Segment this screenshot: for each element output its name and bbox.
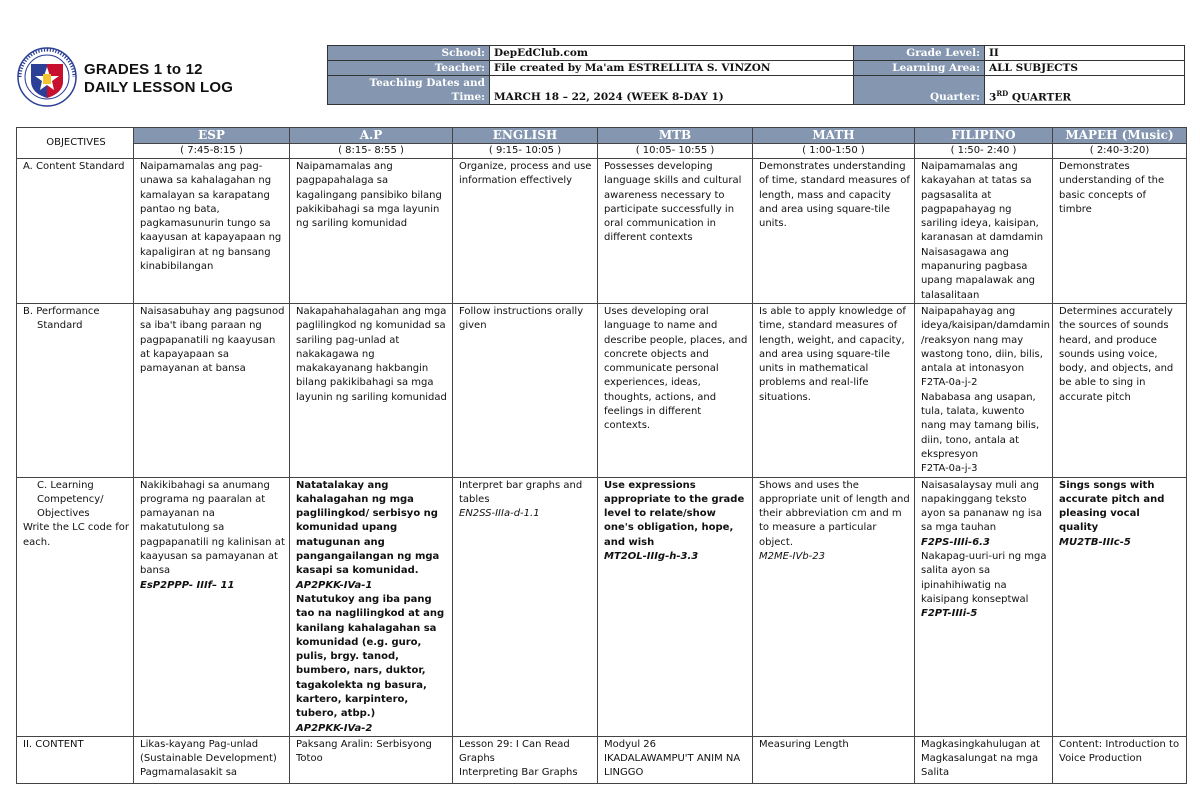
learning-competency-filipino: [915, 477, 1053, 736]
content-mapeh: Content: Introduction to Voice Production: [1053, 736, 1187, 783]
document-title: [84, 61, 233, 97]
title-line-1: GRADES 1 to 12: [84, 61, 203, 78]
content-standard-math: Demonstrates understanding of time, standard measures of length, mass and capacity and area using square-tile units.: [753, 159, 915, 304]
learning-competency-row: [17, 477, 1187, 736]
performance-standard-label-line1: B. Performance: [23, 305, 100, 317]
content-filipino: Magkasingkahulugan at Magkasalungat na mga Salita: [915, 736, 1053, 783]
lc-ap-text-1: Natatalakay ang kahalagahan ng mga paglilingkod/ serbisyo ng komunidad upang matugunan ang pangangailangan ng mga kasapi sa komunidad.: [296, 479, 440, 577]
lc-math-code: M2ME-IVb-23: [759, 551, 826, 563]
time-mtb: ( 10:05- 10:55 ): [598, 144, 753, 159]
learning-competency-label-line3: Objectives: [37, 508, 90, 520]
deped-seal-icon: [17, 47, 77, 107]
teacher-value: File created by Ma'am ESTRELLITA S. VINZON: [490, 61, 854, 76]
subject-header-mtb: MTB: [598, 128, 753, 144]
subject-header-ap: A.P: [290, 128, 453, 144]
learning-competency-esp: [134, 477, 290, 736]
learning-competency-mapeh: [1053, 477, 1187, 736]
content-mtb: Modyul 26 IKADALAWAMPU'T ANIM NA LINGGO: [598, 736, 753, 783]
lc-esp-code: EsP2PPP- IIIf– 11: [140, 579, 235, 591]
teaching-dates-label: [328, 76, 490, 105]
grade-level-label: Grade Level:: [854, 46, 985, 61]
teacher-label: Teacher:: [328, 61, 490, 76]
performance-standard-ap: Nakapahahalagahan ang mga paglilingkod ng komunidad sa sariling pag-unlad at nakakagawa ng makakayanang hakbangin bilang pakikibahagi sa mga layunin ng sariling komunidad: [290, 303, 453, 477]
learning-competency-label-line2: Competency/: [37, 493, 104, 505]
lc-mtb-text: Use expressions appropriate to the grade level to relate/show one's obligation, hope, and wish: [604, 479, 745, 548]
content-row: [17, 736, 1187, 783]
quarter-value: [985, 76, 1185, 105]
learning-competency-note: Write the LC code for each.: [23, 522, 129, 548]
learning-competency-mtb: [598, 477, 753, 736]
learning-competency-label: [17, 477, 134, 736]
learning-area-label: Learning Area:: [854, 61, 985, 76]
performance-standard-esp: Naisasabuhay ang pagsunod sa iba't ibang paraan ng pagpapanatili ng kaayusan at kapayapaan sa pamayanan at bansa: [134, 303, 290, 477]
lc-mtb-code: MT2OL-IIIg-h-3.3: [604, 551, 699, 563]
content-standard-esp: Naipamamalas ang pag-unawa sa kahalagahan ng kamalayan sa karapatang pantao ng bata, pagkamasunurin tungo sa kaayusan at kapayapaan ng kapaligiran at ng bansang kinabibilangan: [134, 159, 290, 304]
header-info-table: [327, 45, 1185, 105]
quarter-suffix: RD: [996, 88, 1009, 98]
time-math: ( 1:00-1:50 ): [753, 144, 915, 159]
time-filipino: ( 1:50- 2:40 ): [915, 144, 1053, 159]
performance-standard-row: [17, 303, 1187, 477]
learning-area-value: ALL SUBJECTS: [985, 61, 1185, 76]
lesson-log-table: [16, 127, 1187, 784]
subject-header-english: ENGLISH: [453, 128, 598, 144]
teaching-dates-label-line1: Teaching Dates and: [369, 77, 485, 89]
teaching-dates-label-line2: Time:: [451, 91, 485, 103]
performance-standard-mtb: Uses developing oral language to name and describe people, places, and concrete objects and communicate personal experiences, ideas, thoughts, actions, and feelings in different contexts.: [598, 303, 753, 477]
content-standard-mtb: Possesses developing language skills and cultural awareness necessary to participate successfully in oral communication in different contexts: [598, 159, 753, 304]
lc-filipino-text-2: Nakapag-uuri-uri ng mga salita ayon sa ipinahihiwatig na kaisipang konseptwal: [921, 551, 1047, 605]
performance-standard-math: Is able to apply knowledge of time, standard measures of length, weight, and capacity, and area using square-tile units in mathematical problems and real-life situations.: [753, 303, 915, 477]
performance-standard-filipino: Naipapahayag ang ideya/kaisipan/damdamin /reaksyon nang may wastong tono, diin, bilis, antala at intonasyon F2TA-0a-j-2 Nababasa ang usapan, tula, talata, kuwento nang may tamang bilis, diin, tono, antala at ekspresyon F2TA-0a-j-3: [915, 303, 1053, 477]
title-line-2: DAILY LESSON LOG: [84, 79, 234, 96]
subject-header-math: MATH: [753, 128, 915, 144]
content-standard-english: Organize, process and use information effectively: [453, 159, 598, 304]
performance-standard-mapeh: Determines accurately the sources of sounds heard, and produce sounds using voice, body, and objects, and be able to sing in accurate pitch: [1053, 303, 1187, 477]
teaching-dates-value: MARCH 18 – 22, 2024 (WEEK 8-DAY 1): [490, 76, 854, 105]
time-esp: ( 7:45-8:15 ): [134, 144, 290, 159]
learning-competency-ap: [290, 477, 453, 736]
learning-competency-math: [753, 477, 915, 736]
subject-header-esp: ESP: [134, 128, 290, 144]
content-standard-filipino: Naipamamalas ang kakayahan at tatas sa pagsasalita at pagpapahayag ng sariling ideya, kaisipan, karanasan at damdamin Naisasagawa ang mapanuring pagbasa upang mapalawak ang talasalitaan: [915, 159, 1053, 304]
content-math: Measuring Length: [753, 736, 915, 783]
lc-mapeh-code: MU2TB-IIIc-5: [1059, 536, 1131, 548]
subject-header-filipino: FILIPINO: [915, 128, 1053, 144]
lc-math-text: Shows and uses the appropriate unit of length and their abbreviation cm and m to measure a particular object.: [759, 479, 910, 548]
performance-standard-english: Follow instructions orally given: [453, 303, 598, 477]
quarter-number: 3: [989, 91, 997, 103]
quarter-label: Quarter:: [854, 76, 985, 105]
learning-competency-english: [453, 477, 598, 736]
lc-esp-text: Nakikibahagi sa anumang programa ng paaralan at pamayanan na makatutulong sa pagpapanatili ng kalinisan at kaayusan sa pamayanan at bansa: [140, 479, 285, 577]
grade-level-value: II: [985, 46, 1185, 61]
lc-ap-text-2: Natutukoy ang iba pang tao na naglilingkod at ang kanilang kahalagahan sa komunidad (e.g. guro, pulis, brgy. tanod, bumbero, nars, duktor, tagakolekta ng basura, kartero, karpintero, tubero, atbp.): [296, 593, 445, 720]
content-standard-label: A. Content Standard: [17, 159, 134, 304]
time-english: ( 9:15- 10:05 ): [453, 144, 598, 159]
learning-competency-label-line1: C. Learning: [37, 479, 94, 491]
quarter-word: QUARTER: [1008, 91, 1072, 103]
subject-header-mapeh: MAPEH (Music): [1053, 128, 1187, 144]
lc-filipino-text-1: Naisasalaysay muli ang napakinggang teksto ayon sa pananaw ng isa sa mga tauhan: [921, 479, 1042, 534]
school-value: DepEdClub.com: [490, 46, 854, 61]
lc-filipino-code-2: F2PT-IIIi-5: [921, 608, 978, 620]
time-mapeh: ( 2:40-3:20): [1053, 144, 1187, 159]
lc-mapeh-text: Sings songs with accurate pitch and pleasing vocal quality: [1059, 479, 1165, 534]
lc-english-code: EN2SS-IIIa-d-1.1: [459, 508, 540, 520]
time-ap: ( 8:15- 8:55 ): [290, 144, 453, 159]
lc-ap-code-1: AP2PKK-IVa-1: [296, 579, 373, 591]
content-standard-row: [17, 159, 1187, 304]
lc-filipino-code-1: F2PS-IIIi-6.3: [921, 536, 990, 548]
lc-english-text: Interpret bar graphs and tables: [459, 479, 583, 505]
performance-standard-label: [17, 303, 134, 477]
content-english: Lesson 29: I Can Read Graphs Interpreting Bar Graphs: [453, 736, 598, 783]
objectives-header: OBJECTIVES: [17, 128, 134, 159]
performance-standard-label-line2: Standard: [37, 320, 83, 332]
content-label: II. CONTENT: [17, 736, 134, 783]
lc-ap-code-2: AP2PKK-IVa-2: [296, 722, 373, 734]
content-standard-mapeh: Demonstrates understanding of the basic concepts of timbre: [1053, 159, 1187, 304]
content-ap: Paksang Aralin: Serbisyong Totoo: [290, 736, 453, 783]
school-label: School:: [328, 46, 490, 61]
content-esp: Likas-kayang Pag-unlad (Sustainable Development) Pagmamalasakit sa: [134, 736, 290, 783]
content-standard-ap: Naipamamalas ang pagpapahalaga sa kagalingang pansibiko bilang pakikibahagi sa mga layunin ng sariling komunidad: [290, 159, 453, 304]
